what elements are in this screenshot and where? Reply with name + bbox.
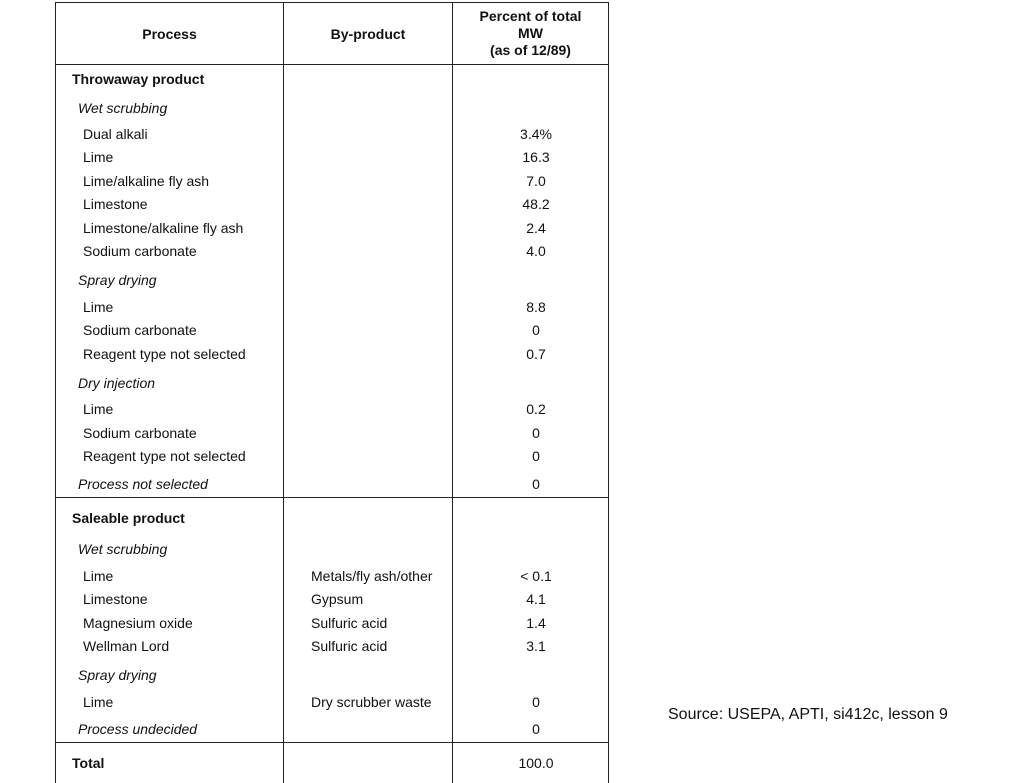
subsection-row xyxy=(56,719,608,739)
percent-cell: 2.4 xyxy=(526,220,546,236)
process-cell: Limestone/alkaline fly ash xyxy=(83,220,244,236)
section-row xyxy=(56,69,608,89)
table-row xyxy=(56,399,608,419)
header-process: Process xyxy=(142,26,197,42)
table-row xyxy=(56,194,608,214)
process-cell: Spray drying xyxy=(78,667,157,683)
percent-cell: 3.1 xyxy=(526,638,546,654)
byproduct-cell: Sulfuric acid xyxy=(311,615,388,631)
header-percent-line2: MW xyxy=(518,25,543,41)
table-row xyxy=(56,423,608,443)
byproduct-cell: Metals/fly ash/other xyxy=(311,568,433,584)
subsection-row xyxy=(56,373,608,393)
table-row xyxy=(56,124,608,144)
process-table xyxy=(55,2,609,783)
process-cell: Total xyxy=(72,755,105,771)
percent-cell: 1.4 xyxy=(526,615,546,631)
percent-cell: 4.1 xyxy=(526,591,546,607)
source-note: Source: USEPA, APTI, si412c, lesson 9 xyxy=(668,706,948,723)
total-divider xyxy=(56,742,608,743)
table-row xyxy=(56,636,608,656)
table-row xyxy=(56,218,608,238)
process-cell: Sodium carbonate xyxy=(83,425,197,441)
percent-cell: 0 xyxy=(532,448,540,464)
process-cell: Wellman Lord xyxy=(83,638,170,654)
table-row xyxy=(56,446,608,466)
table-row xyxy=(56,241,608,261)
table-row xyxy=(56,171,608,191)
table-row xyxy=(56,344,608,364)
process-cell: Dry injection xyxy=(78,375,156,391)
table-row xyxy=(56,692,608,712)
header-percent-line1: Percent of total xyxy=(479,8,582,24)
subsection-row xyxy=(56,665,608,685)
process-cell: Sodium carbonate xyxy=(83,243,197,259)
subsection-row xyxy=(56,474,608,494)
process-cell: Wet scrubbing xyxy=(78,100,168,116)
percent-cell: 3.4% xyxy=(520,126,552,142)
subsection-row xyxy=(56,539,608,559)
table-row xyxy=(56,613,608,633)
table-row xyxy=(56,566,608,586)
header-percent-line3: (as of 12/89) xyxy=(490,42,571,58)
process-cell: Lime xyxy=(83,149,114,165)
total-row xyxy=(56,753,608,773)
process-cell: Dual alkali xyxy=(83,126,148,142)
process-cell: Magnesium oxide xyxy=(83,615,193,631)
section-row xyxy=(56,508,608,528)
percent-cell: 0.7 xyxy=(526,346,546,362)
table-row xyxy=(56,297,608,317)
header-percent xyxy=(453,8,608,59)
table-row xyxy=(56,589,608,609)
process-cell: Process undecided xyxy=(78,721,198,737)
percent-cell: 0.2 xyxy=(526,401,546,417)
percent-cell: 8.8 xyxy=(526,299,546,315)
process-cell: Lime xyxy=(83,299,114,315)
process-cell: Limestone xyxy=(83,591,148,607)
percent-cell: 100.0 xyxy=(518,755,554,771)
percent-cell: 4.0 xyxy=(526,243,546,259)
percent-cell: 16.3 xyxy=(522,149,550,165)
percent-cell: 0 xyxy=(532,322,540,338)
percent-cell: 0 xyxy=(532,721,540,737)
process-cell: Reagent type not selected xyxy=(83,448,246,464)
process-cell: Limestone xyxy=(83,196,148,212)
percent-cell: 0 xyxy=(532,425,540,441)
section-divider xyxy=(56,497,608,498)
byproduct-cell: Sulfuric acid xyxy=(311,638,388,654)
process-cell: Lime/alkaline fly ash xyxy=(83,173,210,189)
percent-cell: 48.2 xyxy=(522,196,550,212)
percent-cell: < 0.1 xyxy=(520,568,552,584)
percent-cell: 0 xyxy=(532,476,540,492)
process-cell: Wet scrubbing xyxy=(78,541,168,557)
process-cell: Lime xyxy=(83,568,114,584)
table-row xyxy=(56,320,608,340)
process-cell: Reagent type not selected xyxy=(83,346,246,362)
table-row xyxy=(56,147,608,167)
percent-cell: 0 xyxy=(532,694,540,710)
subsection-row xyxy=(56,270,608,290)
process-cell: Throwaway product xyxy=(72,71,205,87)
subsection-row xyxy=(56,98,608,118)
byproduct-cell: Dry scrubber waste xyxy=(311,694,432,710)
process-cell: Lime xyxy=(83,694,114,710)
process-cell: Sodium carbonate xyxy=(83,322,197,338)
process-cell: Lime xyxy=(83,401,114,417)
process-cell: Saleable product xyxy=(72,510,185,526)
byproduct-cell: Gypsum xyxy=(311,591,364,607)
percent-cell: 7.0 xyxy=(526,173,546,189)
process-cell: Spray drying xyxy=(78,272,157,288)
process-cell: Process not selected xyxy=(78,476,208,492)
header-divider xyxy=(56,64,608,65)
header-byproduct: By-product xyxy=(330,26,406,42)
